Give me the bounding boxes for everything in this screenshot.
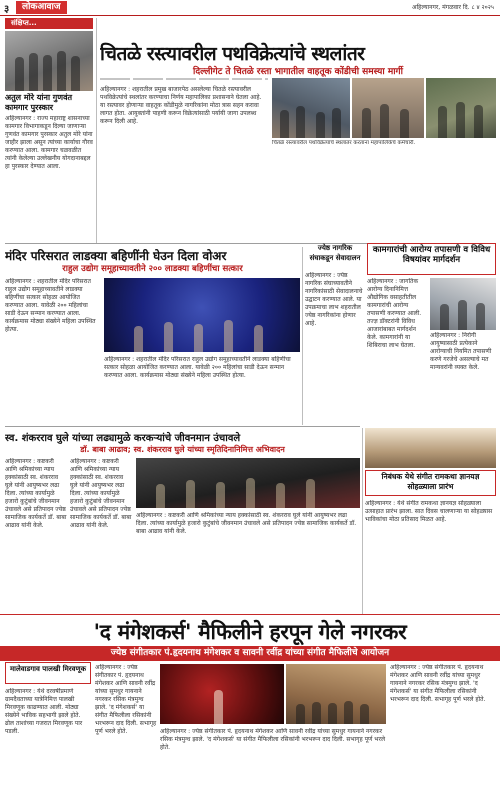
lead-headline: चितळे रस्त्यावरील पथविक्रेत्यांचे स्थलांतर [100,43,365,65]
story-right-body-cont: अहिल्यानगर : निरोगी आयुष्यासाठी प्रत्येकाने आरोग्याची नियमित तपासणी करणे गरजेचे असल्याचे मत मान्यवरांनी व्यक्त केले. [430,332,492,371]
memorial-subhead: डॉ. बाबा आढाव; स्व. शंकरराव घुले यांच्या स्मृतिदिनानिमित्त अभिवादन [80,445,285,454]
banner-body-cont: अहिल्यानगर : ज्येष्ठ संगीतकार पं. हृदयनाथ मंगेशकर आणि सावनी रवींद्र यांच्या सुमधुर गायनाने नगरकर रसिक मंत्रमुग्ध झाले. 'द मंगेशकर्स' या संगीत मैफिलीला रसिकांनी भरभरून दाद दिली. सभागृह पूर्ण भरले होते. [160,728,386,751]
sidebar-story1-headline: अतुल मोरे यांना गुणवंत कामगार पुरस्कार [5,93,73,112]
story-left-body-cont: अहिल्यानगर : शहरातील मंदिर परिसरात राहुल उद्योग समूहाच्यावतीने लाडक्या बहिणींचा सत्कार सोहळा आयोजित करण्यात आला. यावेळी २०० महिलांचा साडी देऊन सन्मान करण्यात आला. कार्यक्रमास मोठ्या संख्येने महिला उपस्थित होत्या. [104,356,291,379]
banner-body: अहिल्यानगर : ज्येष्ठ संगीतकार पं. हृदयनाथ मंगेशकर आणि सावनी रवींद्र यांच्या सुमधुर गायनाने नगरकर रसिक मंत्रमुग्ध झाले. 'द मंगेशकर्स' या संगीत मैफिलीला रसिकांनी भरभरून दाद दिली. सभागृह पूर्ण भरले होते. [95,664,157,735]
newspaper-logo: लोकआवाज [16,1,67,14]
lead-photo-officials [426,78,496,138]
lead-body: अहिल्यानगर : शहरातील प्रमुख बाजारपेठ असलेल्या चितळे रस्त्यावरील पथविक्रेत्यांचे स्थलांतर करण्याचा निर्णय महापालिका प्रशासनाने घेतला आहे. या रस्त्यावर होणाऱ्या वाहतूक कोंडीमुळे नागरिकांना मोठा त्रास सहन करावा लागत होता. आयुक्तांनी पाहणी करून विक्रेत्यांसाठी पर्यायी जागा उपलब्ध करून दिली आहे. [100,78,268,238]
sidebar-story1-body: अहिल्यानगर : राज्य महाराष्ट्र शासनाच्या कामगार विभागाकडून दिल्या जाणाऱ्या गुणवंत कामगार पुरस्कार अतुल मोरे यांना जाहीर झाला असून त्यांच्या कार्याचा गौरव करण्यात आला. कामगार चळवळीत त्यांनी केलेल्या उल्लेखनीय योगदानाबद्दल हा पुरस्कार देण्यात आला. [5,115,93,170]
story-mid-body: अहिल्यानगर : ज्येष्ठ नागरिक संघाच्यावतीने नागरिकांसाठी सेवादालनाचे उद्घाटन करण्यात आले. या उपक्रमाचा लाभ शहरातील ज्येष्ठ नागरिकांना होणार आहे. [305,272,363,327]
banner-photo-singer [160,664,284,724]
banner-body-right: अहिल्यानगर : ज्येष्ठ संगीतकार पं. हृदयनाथ मंगेशकर आणि सावनी रवींद्र यांच्या सुमधुर गायनाने नगरकर रसिक मंत्रमुग्ध झाले. 'द मंगेशकर्स' या संगीत मैफिलीला रसिकांनी भरभरून दाद दिली. सभागृह पूर्ण भरले होते. [390,664,486,703]
column-rule [96,18,97,243]
column-rule [302,247,303,425]
story-left-subhead: राहुल उद्योग समूहाच्यावतीने २०० लाडक्या बहिणींचा सत्कार [62,264,243,274]
memorial-photo-stage [136,458,360,508]
sidebar-story2-body: अहिल्यानगर : येथे दरवर्षीप्रमाणे ग्रामदैवताच्या यात्रेनिमित्त पालखी मिरवणूक काढण्यात आली. मोठ्या संख्येने भाविक सहभागी झाले होते. ढोल ताशांच्या गजरात मिरवणूक पार पडली. [5,688,83,735]
story-right-photo-checkup [430,278,496,330]
lead-photo-caption: चितळे रस्त्यावरील पथविक्रेत्यांचे स्थलांतर करताना महापालिकेचे कर्मचारी. [272,140,416,146]
banner-headline: 'द मंगेशकर्स' मैफिलीने हरपून गेले नगरकर [93,620,407,644]
section-rule [5,426,360,427]
nibandh-body: अहिल्यानगर : येथे संगीत रामकथा ज्ञानयज्ञ सोहळ्याला उत्साहात प्रारंभ झाला. सात दिवस चालणाऱ्या या सोहळ्यास भाविकांचा मोठा प्रतिसाद मिळत आहे. [365,500,493,523]
memorial-headline: स्व. शंकरराव घुले यांच्या लढ्यामुळे करकऱ्यांचे जीवनमान उंचावले [5,433,241,444]
memorial-body-cont: अहिल्यानगर : कष्टकरी आणि श्रमिकांच्या न्याय हक्कांसाठी स्व. शंकरराव घुले यांनी आयुष्यभर लढा दिला. त्यांच्या कार्यामुळे हजारो कुटुंबांचे जीवनमान उंचावले असे प्रतिपादन ज्येष्ठ सामाजिक कार्यकर्ते डॉ. बाबा आढाव यांनी केले. [70,458,132,529]
memorial-body: अहिल्यानगर : कष्टकरी आणि श्रमिकांच्या न्याय हक्कांसाठी स्व. शंकरराव घुले यांनी आयुष्यभर लढा दिला. त्यांच्या कार्यामुळे हजारो कुटुंबांचे जीवनमान उंचावले असे प्रतिपादन ज्येष्ठ सामाजिक कार्यकर्ते डॉ. बाबा आढाव यांनी केले. [5,458,67,529]
lead-subhead: दिल्लीगेट ते चितळे रस्ता भागातील वाहतूक कोंडीची समस्या मार्गी [193,67,403,77]
lead-photo-vendors [352,78,424,138]
nibandh-headline: निबंधक येथे संगीत रामकथा ज्ञानयज्ञ सोहळ्याला प्रारंभ [381,472,480,491]
memorial-body-cont2: अहिल्यानगर : कष्टकरी आणि श्रमिकांच्या न्याय हक्कांसाठी स्व. शंकरराव घुले यांनी आयुष्यभर लढा दिला. त्यांच्या कार्यामुळे हजारो कुटुंबांचे जीवनमान उंचावले असे प्रतिपादन ज्येष्ठ सामाजिक कार्यकर्ते डॉ. बाबा आढाव यांनी केले. [136,512,357,535]
sidebar-label: संक्षिप्त... [5,18,93,29]
sidebar-photo-award [5,31,93,91]
banner-photo-audience [286,664,386,724]
story-left-photo-stage [104,278,300,352]
nibandh-photo [365,428,496,468]
dateline: अहिल्यानगर, मंगळवार दि. ८ ४ २०२५ [412,4,494,11]
story-left-body: अहिल्यानगर : शहरातील मंदिर परिसरात राहुल उद्योग समूहाच्यावतीने लाडक्या बहिणींचा सत्कार सोहळा आयोजित करण्यात आला. यावेळी २०० महिलांचा साडी देऊन सन्मान करण्यात आला. कार्यक्रमास मोठ्या संख्येने महिला उपस्थित होत्या. [5,278,96,333]
story-right-body: अहिल्यानगर : जागतिक आरोग्य दिनानिमित्त औद्योगिक वसाहतीतील कामगारांची आरोग्य तपासणी करण्यात आली. तज्ज्ञ डॉक्टरांनी विविध आजारांबाबत मार्गदर्शन केले. कामगारांनी या शिबिराचा लाभ घेतला. [367,278,422,349]
lead-photo-market [272,78,350,138]
sidebar-story2-headline: मालेवाडगाव पालखी मिरवणूक [10,665,86,673]
section-rule [0,614,500,615]
story-right-headline: कामगारांची आरोग्य तपासणी व विविध विषयांवर मार्गदर्शन [372,245,491,265]
story-mid-headline: ज्येष्ठ नागरिक संघाकडून सेवादालन [309,244,361,262]
banner-subhead: ज्येष्ठ संगीतकार पं.हृदयनाथ मंगेशकर व सावनी रवींद्र यांच्या संगीत मैफिलीचे आयोजन [0,646,500,661]
page-number: ३ [4,4,10,15]
story-left-headline: मंदिर परिसरात लाडक्या बहिणींनी घेउन दिला वोअर [5,249,227,263]
masthead [0,0,500,16]
column-rule [362,428,363,614]
